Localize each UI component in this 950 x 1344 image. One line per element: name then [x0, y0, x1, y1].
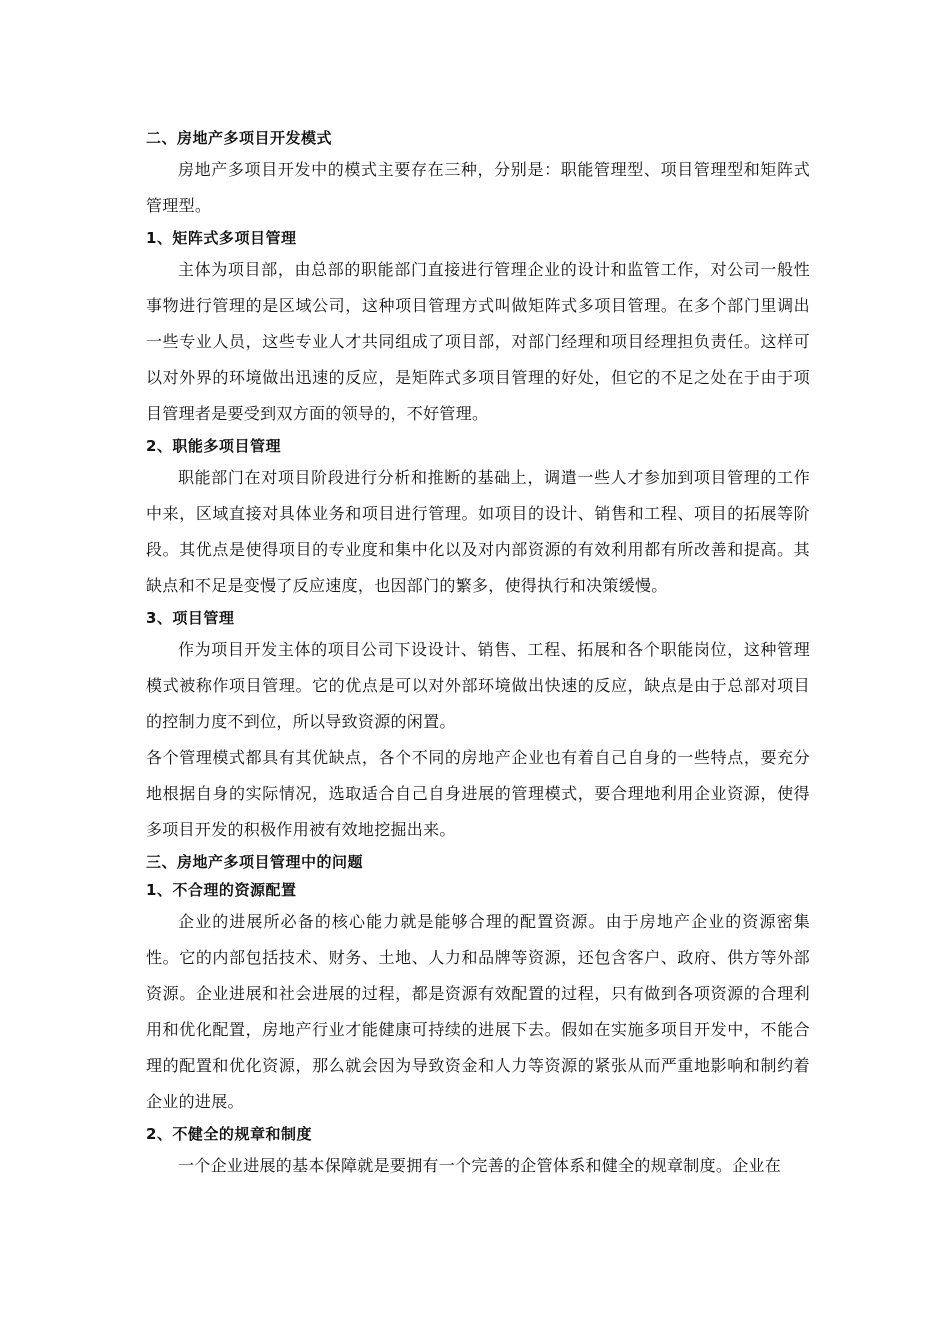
paragraph: 一个企业进展的基本保障就是要拥有一个完善的企管体系和健全的规章制度。企业在 [178, 1156, 782, 1175]
section-heading: 二、房地产多项目开发模式 [146, 129, 333, 147]
document-page [146, 124, 810, 1184]
subsection-heading: 1、矩阵式多项目管理 [146, 229, 297, 247]
paragraph: 职能部门在对项目阶段进行分析和推断的基础上，调遣一些人才参加到项目管理的工作中来，区域直接对具体业务和项目进行管理。如项目的设计、销售和工程、项目的拓展等阶段。其优点是使得项目的专业度和集中化以及对内部资源的有效利用都有所改善和提高。其缺点和不足是变慢了反应速度，也因部门的繁多，使得执行和决策缓慢。 [146, 468, 810, 595]
paragraph: 企业的进展所必备的核心能力就是能够合理的配置资源。由于房地产企业的资源密集性。它的内部包括技术、财务、土地、人力和品牌等资源，还包含客户、政府、供方等外部资源。企业进展和社会进展的过程，都是资源有效配置的过程，只有做到各项资源的合理利用和优化配置，房地产行业才能健康可持续的进展下去。假如在实施多项目开发中，不能合理的配置和优化资源，那么就会因为导致资金和人力等资源的紧张从而严重地影响和制约着企业的进展。 [146, 912, 810, 1111]
subsection-heading: 2、不健全的规章和制度 [146, 1125, 312, 1143]
paragraph: 各个管理模式都具有其优缺点，各个不同的房地产企业也有着自己自身的一些特点，要充分地根据自身的实际情况，选取适合自己自身进展的管理模式，要合理地利用企业资源，使得多项目开发的积极作用被有效地挖掘出来。 [146, 748, 810, 839]
paragraph: 作为项目开发主体的项目公司下设设计、销售、工程、拓展和各个职能岗位，这种管理模式被称作项目管理。它的优点是可以对外部环境做出快速的反应，缺点是由于总部对项目的控制力度不到位，所以导致资源的闲置。 [146, 640, 810, 731]
subsection-heading: 1、不合理的资源配置 [146, 881, 297, 899]
section-heading: 三、房地产多项目管理中的问题 [146, 853, 364, 871]
subsection-heading: 2、职能多项目管理 [146, 437, 281, 455]
subsection-heading: 3、项目管理 [146, 609, 235, 627]
paragraph: 房地产多项目开发中的模式主要存在三种，分别是：职能管理型、项目管理型和矩阵式管理型。 [146, 160, 810, 215]
paragraph: 主体为项目部，由总部的职能部门直接进行管理企业的设计和监管工作，对公司一般性事物进行管理的是区域公司，这种项目管理方式叫做矩阵式多项目管理。在多个部门里调出一些专业人员，这些专业人才共同组成了项目部，对部门经理和项目经理担负责任。这样可以对外界的环境做出迅速的反应，是矩阵式多项目管理的好处，但它的不足之处在于由于项目管理者是要受到双方面的领导的，不好管理。 [146, 260, 810, 423]
